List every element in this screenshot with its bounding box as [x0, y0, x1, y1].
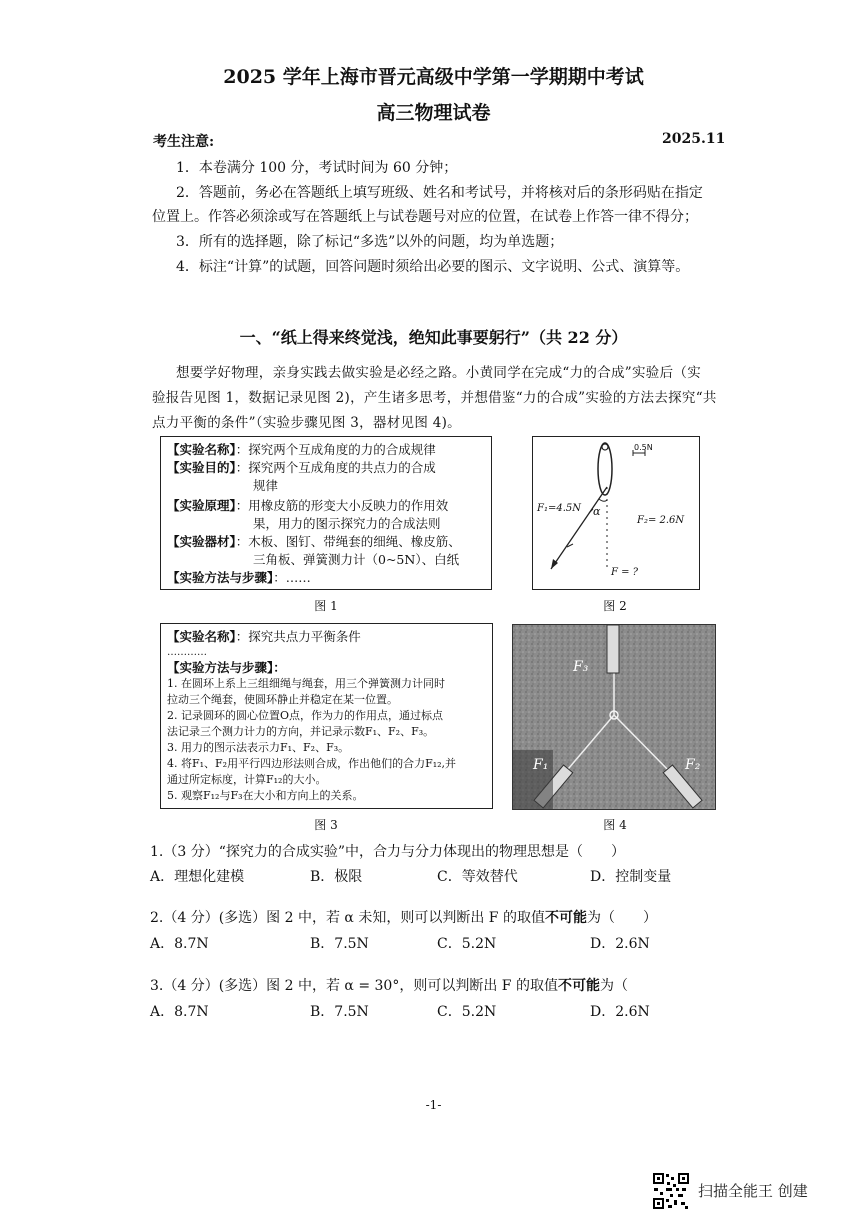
f3-step: 1. 在圆环上系上三组细绳与绳套，用三个弹簧测力计同时 [167, 677, 445, 690]
section-title: 一、“纸上得来终觉浅，绝知此事要躬行”（共 22 分） [239, 328, 628, 347]
q2-option-b: B．7.5N [310, 936, 369, 952]
f1-line [551, 487, 607, 569]
q3-stem-bold: 不可能 [557, 978, 600, 994]
q1-option-b: B．极限 [310, 869, 363, 885]
photo-label-f1: F₁ [533, 757, 549, 773]
f3-name-text: ：探究共点力平衡条件 [235, 629, 361, 644]
notice-item: 3．所有的选择题，除了标记“多选”以外的问题，均为单选题； [176, 234, 564, 250]
q3-option-a: A．8.7N [150, 1004, 209, 1020]
photo-label-f3: F₃ [573, 659, 589, 675]
q2-stem-prefix: 2.（4 分）(多选）图 2 中，若 α 未知，则可以判断出 F 的取值 [150, 910, 545, 926]
q1-option-a: A．理想化建模 [150, 869, 245, 885]
notice-item: 4．标注“计算”的试题，回答问题时须给出必要的图示、文字说明、公式、演算等。 [176, 259, 690, 275]
figure4-photo [512, 624, 716, 810]
intro-line: 点力平衡的条件”（实验步骤见图 3，器材见图 4)。 [152, 415, 461, 431]
intro-line: 想要学好物理，亲身实践去做实验是必经之路。小黄同学在完成“力的合成”实验后（实 [176, 365, 702, 381]
alpha-arc [599, 499, 607, 501]
q2-stem-suffix: 为（ ） [586, 910, 657, 926]
f1-text: 规律 [253, 478, 279, 493]
q3-option-d: D．2.6N [590, 1004, 650, 1020]
pin-point [602, 444, 608, 450]
q2-option-d: D．2.6N [590, 936, 650, 952]
apparatus-photo [513, 625, 715, 809]
figure2-box [532, 436, 700, 590]
q1-option-c: C．等效替代 [437, 869, 518, 885]
q3-option-b: B．7.5N [310, 1004, 369, 1020]
figure2-caption: 图 2 [603, 599, 627, 613]
f1-tag: 【实验器材】 [167, 534, 236, 549]
f3-step: 2. 记录圆环的圆心位置O点，作为力的作用点，通过标点 [167, 709, 444, 722]
rubber-band-loop [598, 443, 612, 495]
f2-label: F₂= 2.6N [637, 515, 685, 526]
page-number: -1- [425, 1098, 442, 1112]
f1-tag: 【实验原理】 [167, 498, 236, 513]
scanner-watermark-text: 扫描全能王 创建 [698, 1182, 808, 1200]
f3-name-tag: 【实验名称】 [167, 629, 236, 644]
question-1-stem: 1.（3 分）“探究力的合成实验”中，合力与分力体现出的物理思想是（ ） [150, 844, 626, 860]
f1-text: ：探究两个互成角度的共点力的合成 [235, 460, 436, 475]
q3-option-c: C．5.2N [437, 1004, 497, 1020]
f3-step: 通过所定标度，计算F₁₂的大小。 [167, 773, 327, 786]
alpha-label: α [593, 505, 601, 518]
exam-title: 2025 学年上海市晋元高级中学第一学期期中考试 [223, 66, 644, 88]
figure3-box [160, 623, 493, 809]
question-2-stem [150, 907, 657, 927]
spring-scale-f3 [607, 625, 619, 673]
notice-item: 1．本卷满分 100 分，考试时间为 60 分钟； [176, 160, 458, 176]
figure1-box [160, 436, 492, 590]
figure3-caption: 图 3 [314, 818, 338, 832]
f3-steps-tag: 【实验方法与步骤】： [167, 660, 286, 675]
f1-text: ：用橡皮筋的形变大小反映力的作用效 [235, 498, 449, 513]
f1-text: 三角板、弹簧测力计（0~5N）、白纸 [253, 552, 460, 567]
f3-step: 5. 观察F₁₂与F₃在大小和方向上的关系。 [167, 789, 364, 802]
qr-code-graphic [652, 1172, 690, 1210]
f1-label: F₁=4.5N [537, 503, 581, 514]
f1-tag: 【实验目的】 [167, 460, 236, 475]
f3-dots: ………… [167, 647, 207, 658]
q1-option-d: D．控制变量 [590, 869, 672, 885]
f1-text: ：探究两个互成角度的力的合成规律 [235, 442, 436, 457]
f1-text: 果，用力的图示探究力的合成法则 [253, 516, 441, 531]
exam-date: 2025.11 [662, 131, 726, 147]
notice-item: 2．答题前，务必在答题纸上填写班级、姓名和考试号，并将核对后的条形码贴在指定 [176, 185, 703, 201]
q3-stem-suffix: 为（ [599, 978, 628, 994]
scale-label: 0.5N [634, 443, 653, 452]
question-3-stem [150, 975, 628, 995]
exam-subtitle: 高三物理试卷 [376, 102, 491, 124]
f1-tag: 【实验名称】 [167, 442, 236, 457]
f1-tag: 【实验方法与步骤】 [167, 570, 274, 585]
q2-option-c: C．5.2N [437, 936, 497, 952]
notice-item: 位置上。作答必须涂或写在答题纸上与试卷题号对应的位置，在试卷上作答一律不得分； [152, 209, 698, 225]
f3-step: 4. 将F₁、F₂用平行四边形法则合成，作出他们的合力F₁₂,并 [167, 757, 457, 770]
figure1-caption: 图 1 [314, 599, 338, 613]
f1-text: ：…… [273, 570, 311, 585]
f3-step: 法记录三个测力计力的方向，并记录示数F₁、F₂、F₃。 [167, 725, 435, 738]
q3-stem-prefix: 3.（4 分）(多选）图 2 中，若 α = 30°，则可以判断出 F 的取值 [150, 978, 558, 994]
f3-step: 3. 用力的图示法表示力F₁、F₂、F₃。 [167, 741, 350, 754]
f1-text: ：木板、图钉、带绳套的细绳、橡皮筋、 [235, 534, 461, 549]
qr-code-icon [652, 1172, 690, 1210]
notice-label: 考生注意: [153, 134, 215, 150]
q2-stem-bold: 不可能 [544, 910, 587, 926]
f3-step: 拉动三个绳套，使圆环静止并稳定在某一位置。 [167, 693, 398, 706]
photo-label-f2: F₂ [685, 757, 701, 773]
intro-line: 验报告见图 1，数据记录见图 2)，产生诸多思考，并想借鉴“力的合成”实验的方法去探究“共 [152, 390, 717, 406]
figure4-caption: 图 4 [603, 818, 627, 832]
q2-option-a: A．8.7N [150, 936, 209, 952]
f-label: F = ? [611, 567, 639, 578]
